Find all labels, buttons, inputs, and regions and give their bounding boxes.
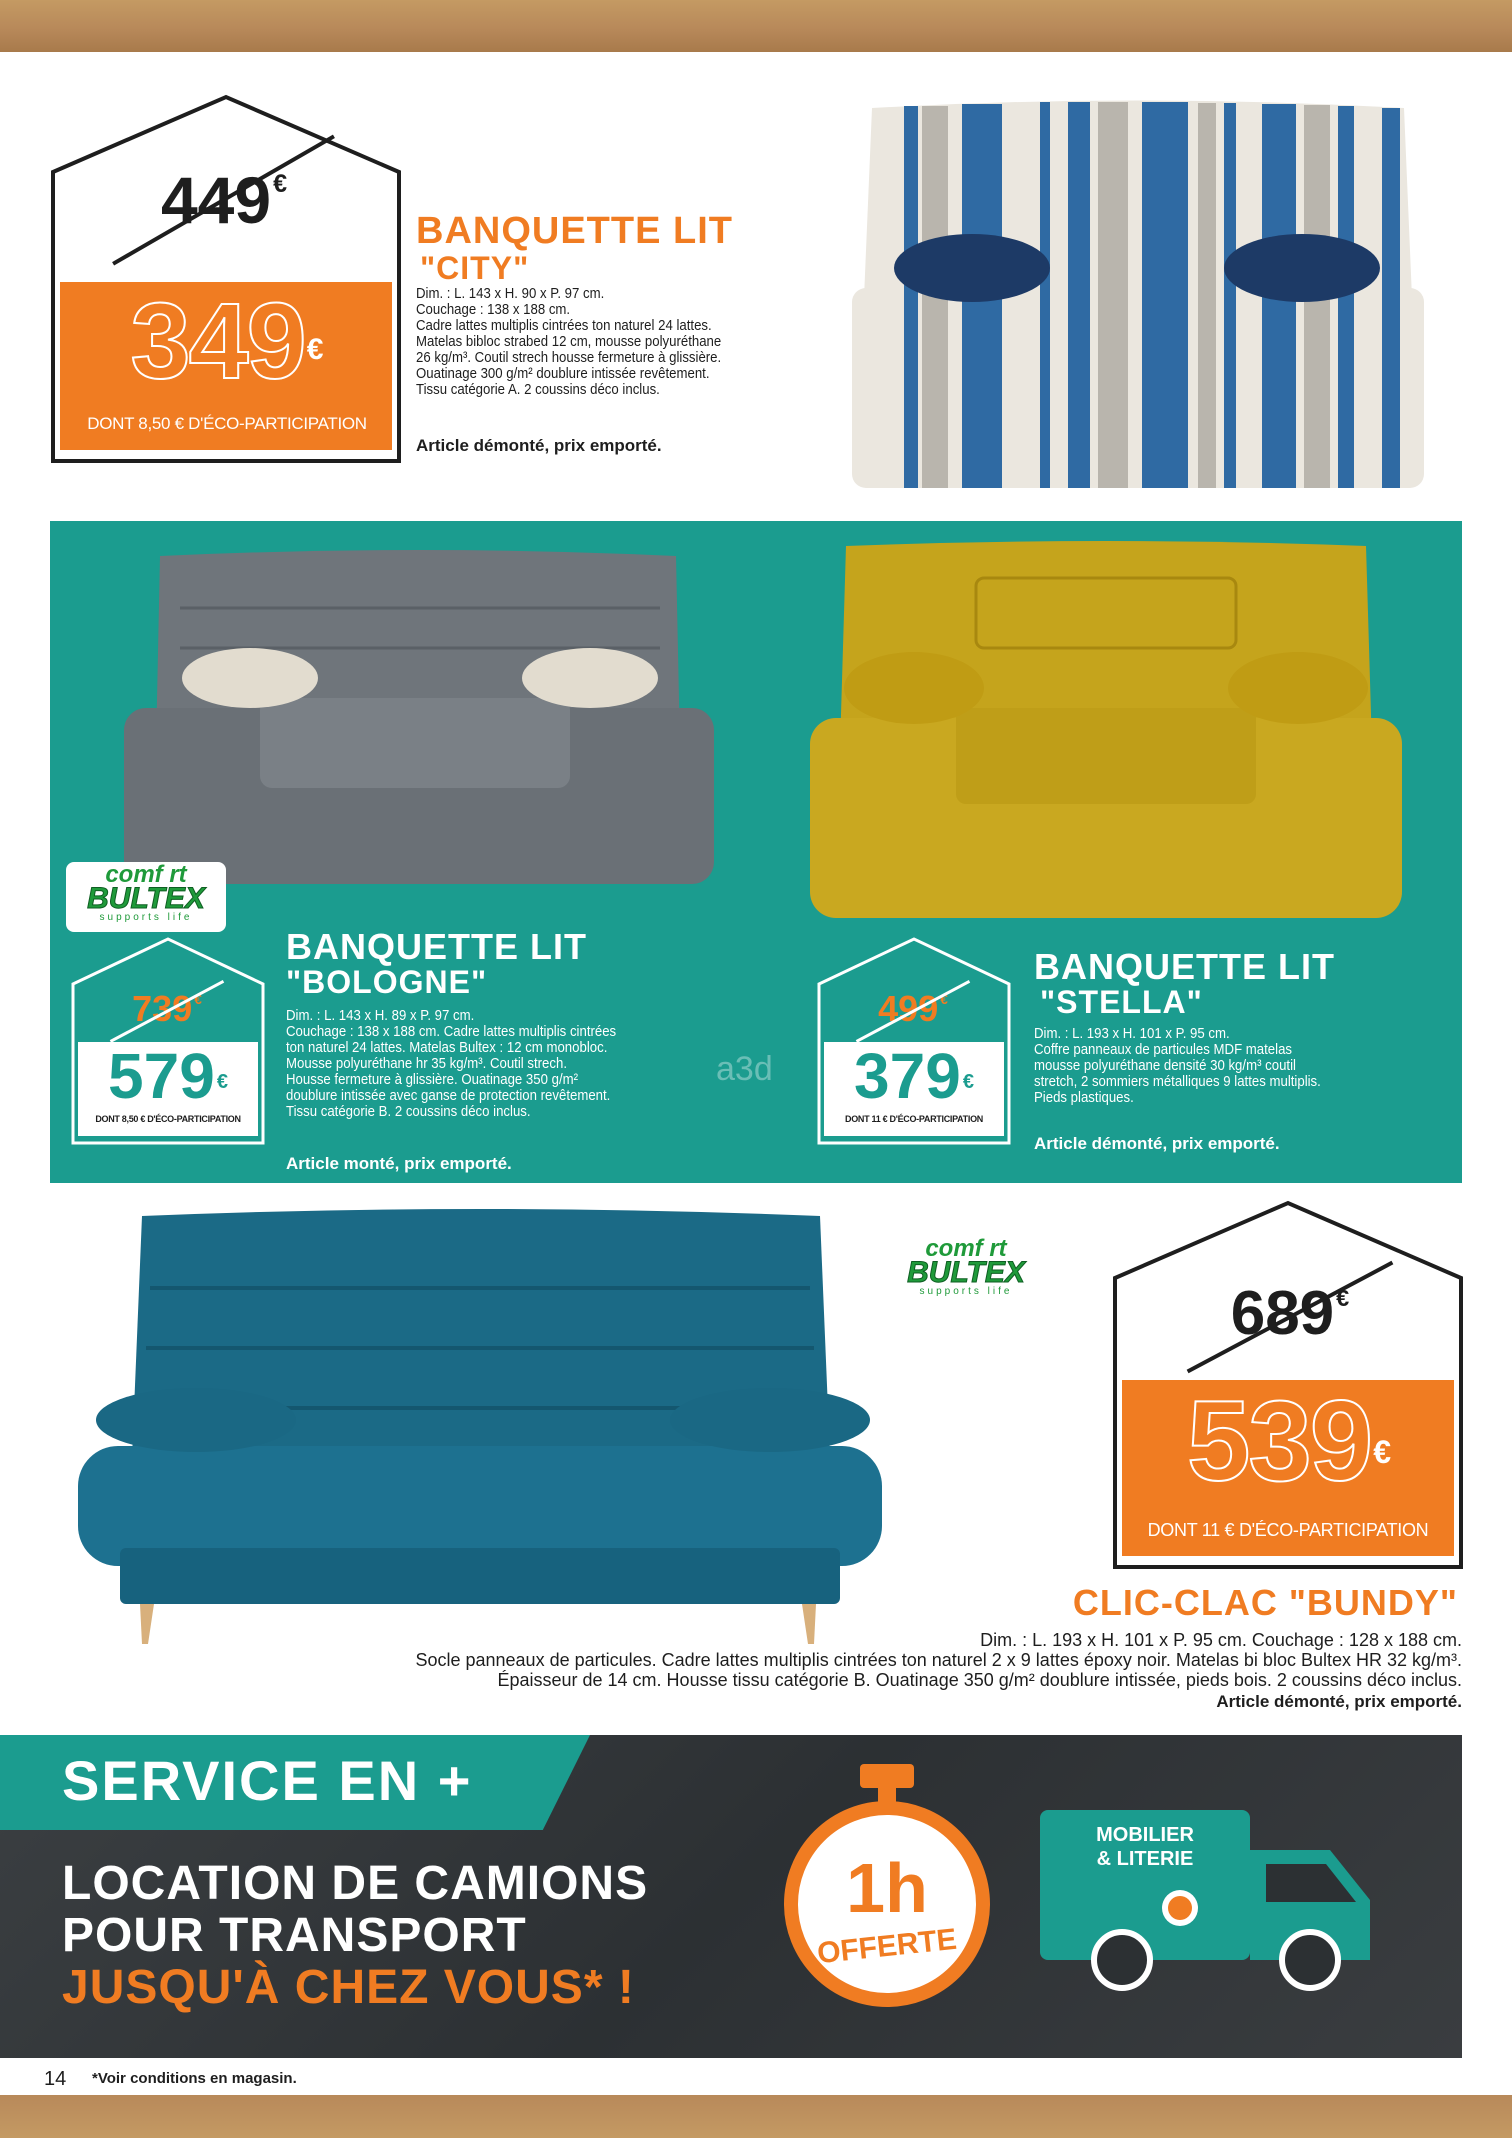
title-bundy: CLIC-CLAC "BUNDY" xyxy=(1072,1582,1458,1623)
new-price-box-bologne xyxy=(78,1042,258,1136)
sofa-bundy-image xyxy=(70,1208,890,1648)
price-badge-bologne xyxy=(70,936,266,1146)
stopwatch-icon xyxy=(782,1760,992,2010)
old-price-bundy: 689€ xyxy=(1190,1278,1390,1349)
old-price-stella: 499 € xyxy=(858,988,968,1030)
bultex-logo: comf rt BULTEX supports life xyxy=(886,1236,1046,1306)
specs-bologne: Dim. : L. 143 x H. 89 x P. 97 cm. Couchage : 138 x 188 cm. Cadre lattes multiplis cintrées ton naturel 24 lattes. Matelas Bultex : 12 cm monobloc. Mousse polyuréthane hr 35 kg/m³. Coutil strech. Housse fermeture à glissière. Ouatinage 350 g/m² doublure intissée avec ganse de protection revêtement. Tissu catégorie B. 2 coussins déco inclus. xyxy=(286,1007,617,1120)
eco-participation-bundy: DONT 11 € D'ÉCO-PARTICIPATION xyxy=(1147,1520,1429,1540)
specs-stella: Dim. : L. 193 x H. 101 x P. 95 cm. Coffre panneaux de particules MDF matelas mousse polyuréthane densité 30 kg/m³ coutil stretch, 2 sommiers métalliques 9 lattes multiplis. Pieds plastiques. xyxy=(1034,1025,1321,1106)
sofa-stella-image xyxy=(806,538,1406,922)
title-city: BANQUETTE LIT "CITY" xyxy=(416,210,733,286)
wood-bottom-border xyxy=(0,2095,1512,2138)
new-price-bundy: 539€ xyxy=(1186,1378,1389,1505)
service-title: SERVICE EN + xyxy=(62,1749,473,1812)
new-price-box-city xyxy=(60,282,392,450)
truck-label-1: MOBILIER xyxy=(1096,1824,1194,1846)
timer-offer: OFFERTE xyxy=(815,1922,959,1971)
note-bologne: Article monté, prix emporté. xyxy=(286,1154,512,1173)
watermark: a3d xyxy=(716,1050,773,1088)
wood-top-border xyxy=(0,0,1512,52)
old-price-bologne: 739 € xyxy=(112,988,222,1030)
specs-city: Dim. : L. 143 x H. 90 x P. 97 cm. Couchage : 138 x 188 cm. Cadre lattes multiplis cintrées ton naturel 24 lattes. Matelas bibloc strabed 12 cm, mousse polyuréthane 26 kg/m³. Coutil strech housse fermeture à glissière. Ouatinage 300 g/m² doublure intissée revêtement. Tissu catégorie A. 2 coussins déco inclus. xyxy=(416,285,722,398)
old-price-city: 449€ xyxy=(114,162,334,238)
note-stella: Article démonté, prix emporté. xyxy=(1034,1134,1280,1153)
eco-participation-bologne: DONT 8,50 € D'ÉCO-PARTICIPATION xyxy=(95,1114,241,1124)
sofa-city-image xyxy=(842,98,1434,496)
eco-participation-city: DONT 8,50 € D'ÉCO-PARTICIPATION xyxy=(87,414,367,433)
new-price-bologne: 579 € xyxy=(108,1040,228,1112)
note-city: Article démonté, prix emporté. xyxy=(416,436,662,455)
new-price-box-stella xyxy=(824,1042,1004,1136)
timer-hours: 1h xyxy=(846,1849,928,1927)
service-line-1: LOCATION DE CAMIONS xyxy=(62,1857,649,1910)
service-line-3: JUSQU'À CHEZ VOUS* ! xyxy=(62,1961,635,2014)
page-number: 14 xyxy=(44,2068,67,2090)
new-price-box-bundy xyxy=(1122,1380,1454,1556)
bultex-logo: comf rt BULTEX supports life xyxy=(66,862,226,932)
new-price-city: 349€ xyxy=(130,280,322,401)
truck-icon xyxy=(1040,1810,1380,2000)
title-stella: BANQUETTE LIT "STELLA" xyxy=(1034,946,1335,1020)
price-badge-city xyxy=(50,94,402,464)
footnote: *Voir conditions en magasin. xyxy=(92,2070,297,2087)
truck-label-2: & LITERIE xyxy=(1096,1848,1194,1870)
price-badge-stella xyxy=(816,936,1012,1146)
specs-bundy: Dim. : L. 193 x H. 101 x P. 95 cm. Couchage : 128 x 188 cm. Socle panneaux de particules. Cadre lattes multiplis cintrées ton naturel 2 x 9 lattes époxy noir. Matelas bi bloc Bultex HR 32 kg/m³. Épaisseur de 14 cm. Housse tissu catégorie B. Ouatinage 350 g/m² doublure intissée, pieds bois. 2 coussins déco inclus. Article démonté, prix emporté. xyxy=(415,1630,1462,1711)
new-price-stella: 379 € xyxy=(854,1040,974,1112)
price-badge-bundy xyxy=(1112,1200,1464,1570)
title-bologne: BANQUETTE LIT "BOLOGNE" xyxy=(286,926,587,1000)
service-line-2: POUR TRANSPORT xyxy=(62,1909,527,1962)
eco-participation-stella: DONT 11 € D'ÉCO-PARTICIPATION xyxy=(845,1114,983,1124)
sofa-bologne-image xyxy=(120,548,720,888)
